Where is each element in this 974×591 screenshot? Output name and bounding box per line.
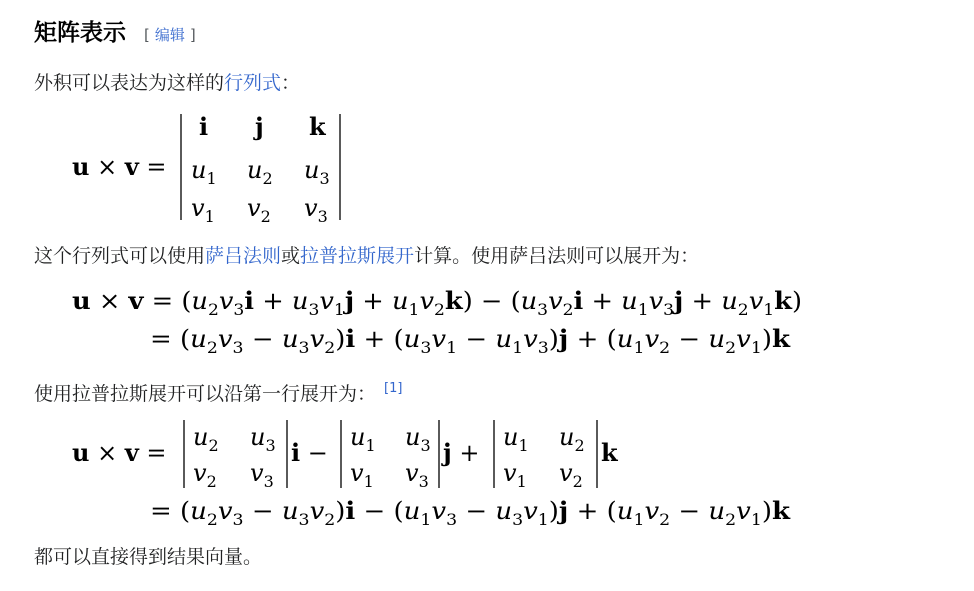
svg-text:k: k xyxy=(601,438,618,467)
sarrus-text-2: 或 xyxy=(281,245,301,267)
svg-text:u1: $u_1$ xyxy=(503,423,529,455)
svg-text:u3: $u_3$ xyxy=(250,423,276,455)
svg-text:u × v =: u × v = xyxy=(72,438,167,467)
intro-text: 外积可以表达为这样的 xyxy=(34,72,225,94)
svg-text:v2: $v_2$ xyxy=(559,459,583,491)
edit-link[interactable]: 编辑 xyxy=(154,26,185,44)
section-title: 矩阵表示 xyxy=(34,20,126,46)
svg-text:u1: $u_1$ xyxy=(350,423,376,455)
laplace-expansion-link[interactable]: 拉普拉斯展开 xyxy=(300,245,415,267)
svg-text:v1: $v_1$ xyxy=(350,459,374,491)
svg-text:= (u2v3 − u3v2)i + (u3v1 − u1v: = ( $u_2v_3 - u_3v_2)i$ + ( $u_3v_1 - u_1v_3)j$ + ( $u_1v_2 - u_2v_1)k$ xyxy=(150,324,789,357)
svg-text:u × v =: u × v = xyxy=(72,152,167,181)
svg-text:i: i xyxy=(199,112,209,141)
svg-text:i −: i − xyxy=(291,438,328,467)
svg-text:u3: $u_3$ xyxy=(304,156,330,188)
svg-text:v1: $v_1$ xyxy=(191,194,215,226)
sarrus-text-1: 这个行列式可以使用 xyxy=(34,245,206,267)
svg-text:v1: $v_1$ xyxy=(503,459,527,491)
svg-text:u2: $u_2$ xyxy=(247,156,273,188)
reference-1-link[interactable]: [1] xyxy=(384,381,403,396)
sarrus-rule-link[interactable]: 萨吕法则 xyxy=(205,245,282,267)
svg-text:u1: $u_1$ xyxy=(191,156,217,188)
svg-text:v2: $v_2$ xyxy=(193,459,217,491)
edit-bracket-left: [ xyxy=(144,26,150,44)
sarrus-text-3: 计算。使用萨吕法则可以展开为： xyxy=(414,245,700,267)
svg-text:u3: $u_3$ xyxy=(405,423,431,455)
svg-text:j +: j + xyxy=(443,438,480,467)
edit-bracket-right: ] xyxy=(189,26,196,44)
svg-text:k: k xyxy=(309,112,326,141)
laplace-text: 使用拉普拉斯展开可以沿第一行展开为： xyxy=(34,383,377,405)
svg-text:j: j xyxy=(255,112,264,141)
svg-text:v3: $v_3$ xyxy=(405,459,429,491)
svg-text:v2: $v_2$ xyxy=(247,194,271,226)
conclusion-text: 都可以直接得到结果向量。 xyxy=(34,546,263,568)
svg-text:u × v = (u2v3i + u3v1j + u1v2k: u × v = ( $u_2v_3i + u_3v_1j + u_1v_2k$) − ( $u_3v_2i + u_1v_3j + u_2v_1k$) xyxy=(72,286,802,319)
svg-text:v3: $v_3$ xyxy=(250,459,274,491)
svg-text:= (u2v3 − u3v2)i − (u1v3 − u3v: = ( $u_2v_3 - u_3v_2)i$ − ( $u_1v_3 - u_3v_1)j$ + ( $u_1v_2 - u_2v_1)k$ xyxy=(150,496,789,529)
svg-text:u2: $u_2$ xyxy=(193,423,219,455)
svg-text:v3: $v_3$ xyxy=(304,194,328,226)
determinant-link[interactable]: 行列式 xyxy=(224,72,282,94)
svg-text:u2: $u_2$ xyxy=(559,423,585,455)
intro-colon: ： xyxy=(281,72,301,94)
